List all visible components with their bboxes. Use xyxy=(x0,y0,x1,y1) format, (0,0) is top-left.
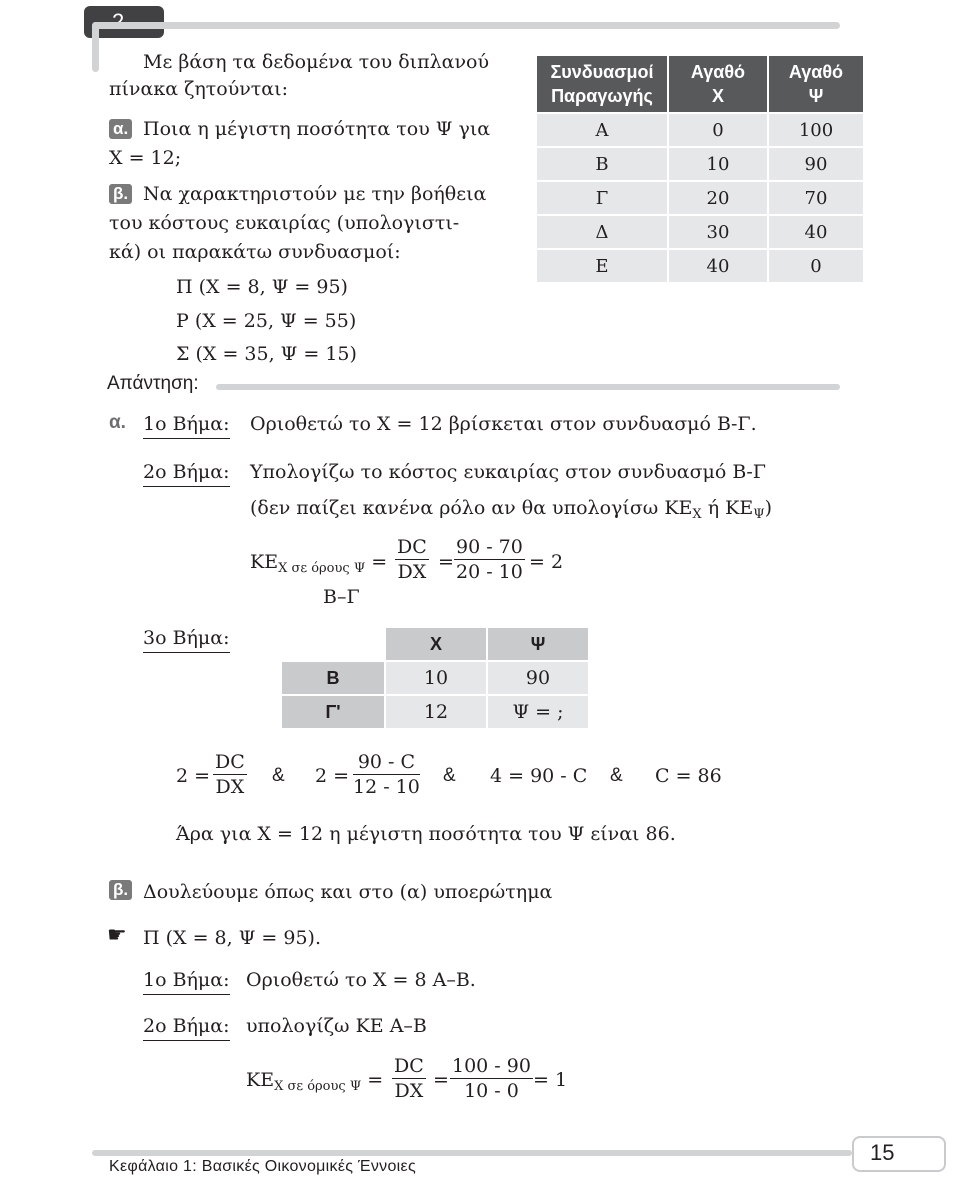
header-good-x xyxy=(669,56,767,112)
question-intro-2 xyxy=(109,77,288,101)
footer-title: Κεφάλαιο 1: Βασικές Οικονομικές Έννοιες xyxy=(109,1158,416,1175)
combo-s: Σ (Χ = 35, Ψ = 15) xyxy=(176,343,357,365)
fraction-values xyxy=(454,536,525,583)
table-row xyxy=(537,216,863,248)
fraction-denominator: DX xyxy=(215,776,245,798)
part-b-step1-label: 1ο Βήμα: xyxy=(143,968,230,995)
header-combinations-l1: Συνδυασμοί xyxy=(550,62,654,82)
part-b-step2-text: υπολογίζω ΚΕ Α–Β xyxy=(246,1015,427,1037)
fraction-numerator: DC xyxy=(394,1055,424,1077)
fraction-dc-dx xyxy=(395,536,429,583)
header-good-x-l2: Χ xyxy=(711,86,724,106)
interpolation-table xyxy=(280,626,590,730)
fraction-numerator: DC xyxy=(215,751,245,773)
ke-sub: Χ σε όρους Ψ xyxy=(274,1079,362,1094)
part-a-step1-label: 1ο Βήμα: xyxy=(143,412,230,439)
amp-1: & xyxy=(272,765,285,786)
header-good-x-l1: Αγαθό xyxy=(690,62,746,82)
table-cell: Ψ = ; xyxy=(488,696,588,728)
header-combinations xyxy=(537,56,667,112)
question-a-line-2: Χ = 12; xyxy=(109,147,182,169)
footer-rule xyxy=(92,1150,852,1156)
question-b-line-2: του κόστους ευκαιρίας (υπολογιστι- xyxy=(109,212,460,234)
part-b-step2-label: 2ο Βήμα: xyxy=(143,1014,230,1041)
part-b-intro: Δουλεύουμε όπως και στο (α) υποερώτημα xyxy=(143,881,553,903)
part-a-step3-label: 3ο Βήμα: xyxy=(143,626,230,653)
calc-a-pre: 2 = xyxy=(176,765,211,787)
ke-result-b: = 1 xyxy=(533,1069,568,1091)
header-combinations-l2: Παραγωγής xyxy=(551,86,653,106)
pointer-icon: ☛ xyxy=(107,923,127,948)
question-b-badge xyxy=(109,184,132,204)
ke-result-a: = 2 xyxy=(529,551,564,573)
part-a-label: α. xyxy=(109,412,126,433)
table-row xyxy=(282,662,588,694)
part-b-step1-text: Οριοθετώ το Χ = 8 Α–Β. xyxy=(246,969,476,991)
equals-sign: = xyxy=(438,551,454,573)
answer-label: Απάντηση: xyxy=(107,373,199,394)
table-cell: Β xyxy=(537,148,667,180)
table-cell: Α xyxy=(537,114,667,146)
ke-label: ΚΕ xyxy=(250,551,279,573)
combo-r: Ρ (Χ = 25, Ψ = 55) xyxy=(176,310,357,332)
part-a-step1-text: Οριοθετώ το Χ = 12 βρίσκεται στον συνδυασμό Β-Γ. xyxy=(250,413,757,435)
ke-label: ΚΕ xyxy=(246,1069,275,1091)
part-b-label: β. xyxy=(109,880,132,900)
table-row xyxy=(537,182,863,214)
combo-p: Π (Χ = 8, Ψ = 95) xyxy=(176,276,348,298)
answer-rule xyxy=(216,384,840,390)
intro-line-1: Με βάση τα δεδομένα του διπλανού xyxy=(143,51,490,73)
table-cell: 10 xyxy=(669,148,767,180)
part-a-step2-line2 xyxy=(250,496,772,527)
row-header: Γ' xyxy=(282,696,384,728)
row-header: Β xyxy=(282,662,384,694)
fraction-numerator: 90 - 70 xyxy=(456,536,523,558)
table-cell: Ε xyxy=(537,250,667,282)
table-cell: 40 xyxy=(669,250,767,282)
header-rule xyxy=(92,22,840,29)
part-b-combo: Π (Χ = 8, Ψ = 95). xyxy=(143,927,322,949)
table-cell: 90 xyxy=(488,662,588,694)
fraction-values-b xyxy=(450,1055,533,1102)
production-table-header xyxy=(537,56,863,112)
table-row xyxy=(537,148,863,180)
table-cell: 0 xyxy=(669,114,767,146)
table-cell: 12 xyxy=(386,696,486,728)
production-table xyxy=(535,54,865,284)
fraction-denominator: DX xyxy=(397,561,427,583)
header-y: Ψ xyxy=(488,628,588,660)
amp-3: & xyxy=(610,765,623,786)
fraction-numerator: 90 - C xyxy=(353,751,420,775)
table-cell: 0 xyxy=(769,250,863,282)
calc-fraction-1 xyxy=(213,751,247,798)
table-cell: 100 xyxy=(769,114,863,146)
amp-2: & xyxy=(443,765,456,786)
table-row xyxy=(537,250,863,282)
empty-corner xyxy=(282,628,384,660)
page-number: 15 xyxy=(870,1140,895,1165)
calc-fraction-2 xyxy=(353,751,420,798)
part-b-badge xyxy=(109,880,132,900)
fraction-denominator: DX xyxy=(394,1080,424,1102)
sub-y: Ψ xyxy=(753,507,765,522)
question-a-badge xyxy=(109,119,132,139)
table-cell: 70 xyxy=(769,182,863,214)
page-number-tab xyxy=(852,1136,946,1172)
header-side-rule xyxy=(92,22,99,72)
step2-line2-text: (δεν παίζει κανένα ρόλο αν θα υπολογίσω ΚΕ xyxy=(250,497,693,519)
fraction-dc-dx-b xyxy=(392,1055,426,1102)
question-b-line-3: κά) οι παρακάτω συνδυασμοί: xyxy=(109,241,401,263)
fraction-numerator: DC xyxy=(397,536,427,558)
table-cell: Γ xyxy=(537,182,667,214)
question-a-line-1: Ποια η μέγιστη ποσότητα του Ψ για xyxy=(143,118,491,140)
calc-b-pre: 2 = xyxy=(315,765,350,787)
equals-sign-b: = xyxy=(433,1069,449,1091)
header-good-y-l1: Αγαθό xyxy=(788,62,844,82)
header-x: Χ xyxy=(386,628,486,660)
ke-formula-a xyxy=(250,550,387,581)
ke-formula-b xyxy=(246,1068,383,1099)
equals-sign: = xyxy=(371,551,388,573)
table-header-row xyxy=(282,628,588,660)
fraction-denominator: 20 - 10 xyxy=(456,561,523,583)
calc-d: C = 86 xyxy=(655,765,722,787)
question-intro xyxy=(143,50,489,74)
table-cell: 40 xyxy=(769,216,863,248)
question-b-line-1: Να χαρακτηριστούν με την βοήθεια xyxy=(143,183,487,205)
step2-line2-end: ) xyxy=(764,497,773,519)
intro-line-2: πίνακα ζητούνται: xyxy=(109,78,288,100)
step2-line2-mid: ή ΚΕ xyxy=(701,497,754,519)
table-row xyxy=(282,696,588,728)
table-cell: 30 xyxy=(669,216,767,248)
part-a-step2-label: 2ο Βήμα: xyxy=(143,460,230,487)
table-cell: 20 xyxy=(669,182,767,214)
table-cell: Δ xyxy=(537,216,667,248)
equals-sign: = xyxy=(367,1069,384,1091)
part-a-conclusion: Άρα για Χ = 12 η μέγιστη ποσότητα του Ψ είναι 86. xyxy=(176,823,676,845)
calc-c: 4 = 90 - C xyxy=(490,765,588,787)
ke-under-a: Β–Γ xyxy=(323,586,360,608)
question-b-label: β. xyxy=(109,184,132,204)
fraction-numerator: 100 - 90 xyxy=(452,1055,531,1077)
table-cell: 10 xyxy=(386,662,486,694)
header-good-y-l2: Ψ xyxy=(808,86,824,106)
table-cell: 90 xyxy=(769,148,863,180)
ke-sub: Χ σε όρους Ψ xyxy=(278,561,366,576)
table-row xyxy=(537,114,863,146)
part-a-step2-line1: Υπολογίζω το κόστος ευκαιρίας στον συνδυασμό Β-Γ xyxy=(250,461,766,483)
fraction-denominator: 12 - 10 xyxy=(353,776,420,798)
question-a-label: α. xyxy=(109,119,132,139)
fraction-denominator: 10 - 0 xyxy=(464,1080,519,1102)
header-good-y xyxy=(769,56,863,112)
sub-x: Χ xyxy=(692,507,702,522)
